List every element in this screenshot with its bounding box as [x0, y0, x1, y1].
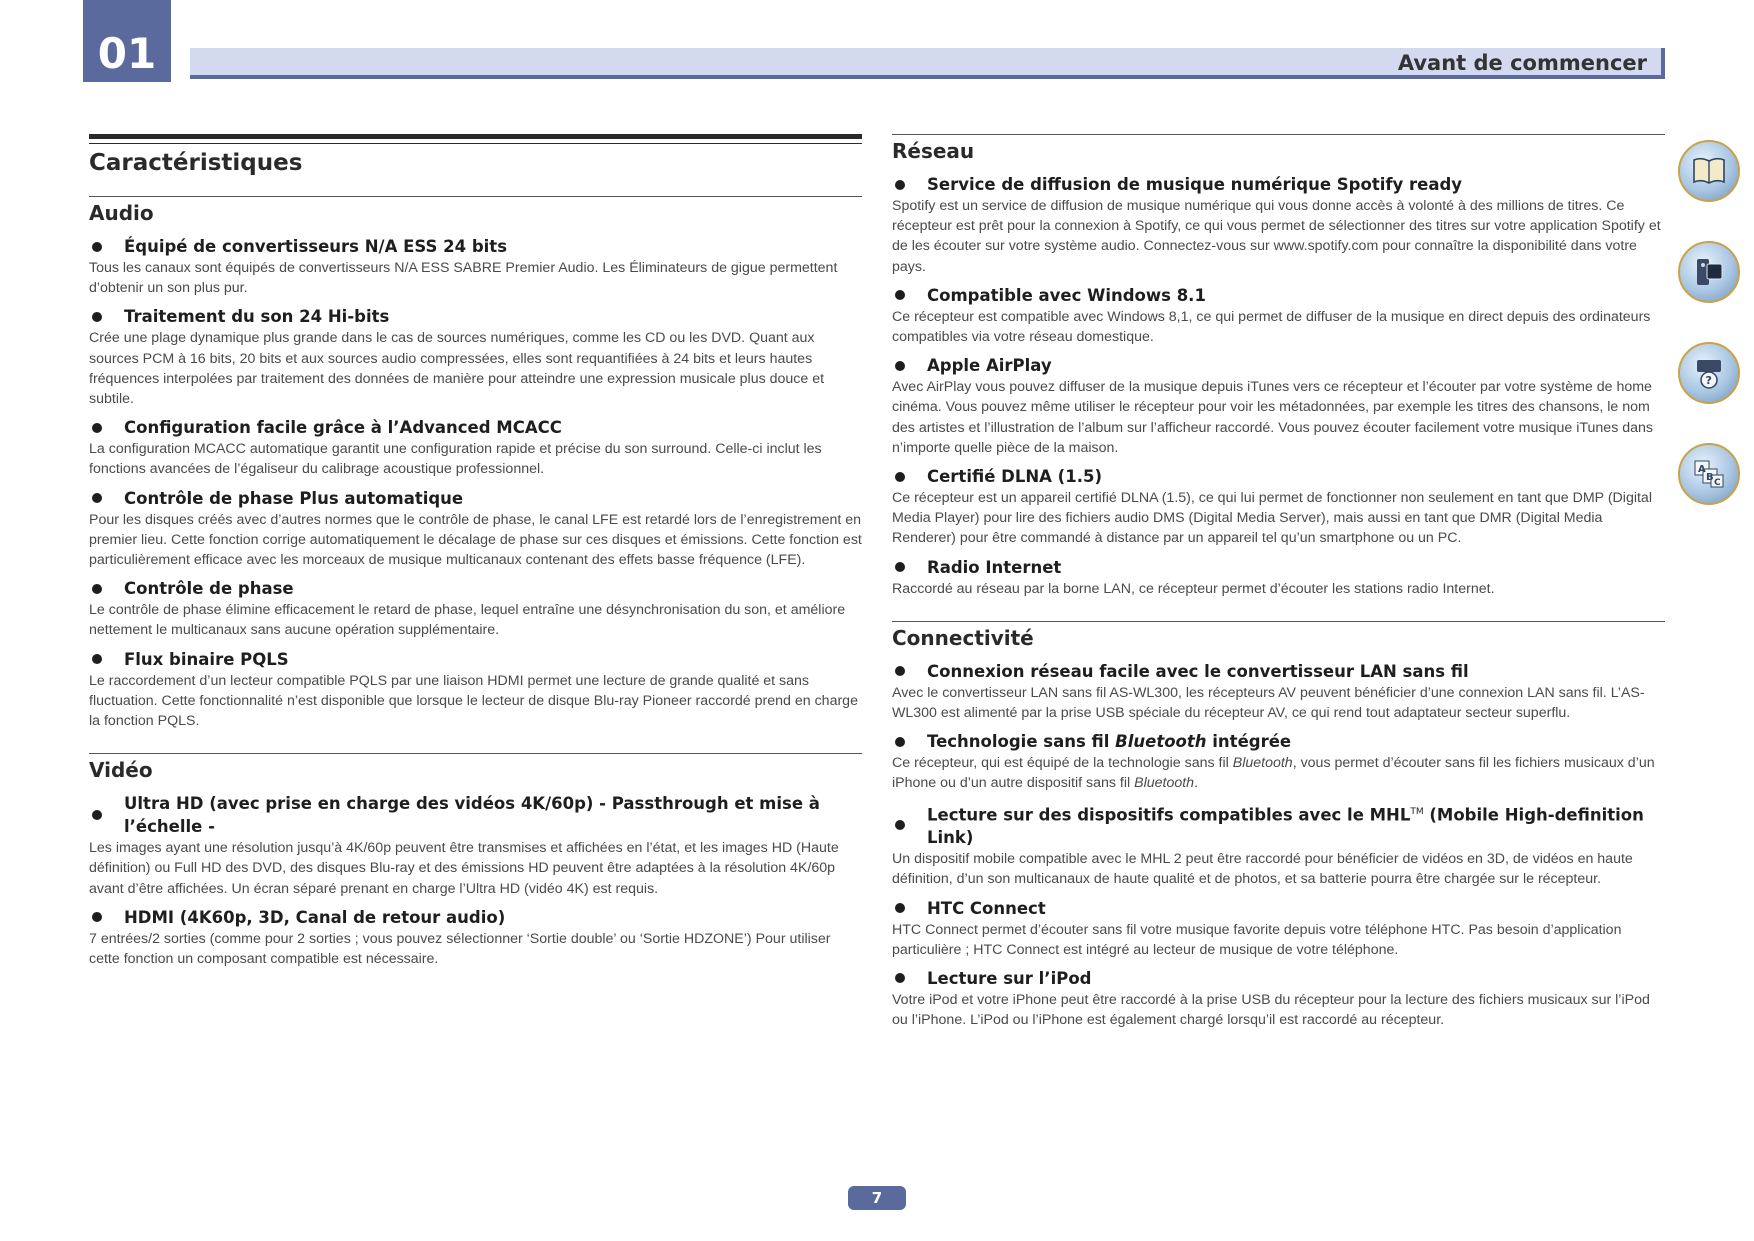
feature-title: Contrôle de phase [124, 579, 294, 599]
feature-body: Le contrôle de phase élimine efficacement le retard de phase, lequel entraîne une désynchronisation du son, et améliore nettement le multicanaux sans aucune opération supplémentaire. [89, 602, 846, 639]
feature-body: Ce récepteur, qui est équipé de la technologie sans fil Bluetooth, vous permet d’écouter sans fil les fichiers musicaux d’un iPhone ou d’un autre dispositif sans fil Bluetooth. [892, 755, 1655, 792]
bullet-icon [895, 361, 905, 371]
feature-title: Connexion réseau facile avec le convertisseur LAN sans fil [927, 661, 1469, 681]
book-icon[interactable] [1678, 140, 1740, 202]
abc-icon[interactable] [1678, 443, 1740, 505]
feature-title: Traitement du son 24 Hi-bits [124, 307, 390, 327]
feature-item [892, 801, 1665, 890]
header-title: Avant de commencer [1397, 51, 1647, 75]
page-number: 7 [848, 1186, 906, 1210]
page-title: Caractéristiques [89, 150, 303, 176]
right-column [892, 134, 1665, 1052]
feature-body: Crée une plage dynamique plus grande dans le cas de sources numériques, comme les CD ou les DVD. Quant aux sources PCM à 16 bits, 20 bits et aux sources audio compressées, elles sont requantifiées à 24 bits et leurs hautes fréquences interpolées par traitement des données de manière pour atteindre une expression musicale plus douce et subtile. [89, 330, 825, 408]
feature-title: Certifié DLNA (1.5) [927, 467, 1102, 487]
feature-body: Tous les canaux sont équipés de convertisseurs N/A ESS SABRE Premier Audio. Les Éliminateurs de gigue permettent d’obtenir un son plus pur. [89, 260, 838, 297]
bullet-icon [92, 654, 102, 664]
header-bar [190, 48, 1665, 79]
remote-icon[interactable] [1678, 241, 1740, 303]
feature-title: Lecture sur des dispositifs compatibles avec le MHL™ (Mobile High-definition Link) [927, 805, 1644, 848]
section-audio [89, 196, 862, 731]
feature-item [892, 284, 1665, 347]
section-heading: Réseau [892, 139, 975, 163]
bullet-icon [92, 912, 102, 922]
feature-body: Raccordé au réseau par la borne LAN, ce récepteur permet d’écouter les stations radio Internet. [892, 580, 1495, 597]
feature-item [892, 897, 1665, 960]
feature-item [89, 487, 862, 571]
feature-title: Service de diffusion de musique numérique Spotify ready [927, 175, 1463, 194]
bullet-icon [92, 810, 102, 820]
section-heading: Audio [89, 201, 154, 225]
side-navigation [1678, 140, 1740, 544]
feature-item [892, 465, 1665, 549]
feature-body: Les images ayant une résolution jusqu’à 4K/60p peuvent être transmises et affichées en l’état, et les images HD (Haute définition) ou Full HD des DVD, des disques Blu-ray et des émissions HD peuvent être adaptées à la résolution 4K/60p avant d’être affichées. Un écran séparé prenant en charge l’Ultra HD (vidéo 4K) est requis. [89, 840, 839, 897]
section-network [892, 134, 1665, 599]
feature-title: Flux binaire PQLS [124, 649, 289, 669]
bullet-icon [895, 737, 905, 747]
bullet-icon [92, 423, 102, 433]
feature-title: Ultra HD (avec prise en charge des vidéos 4K/60p) - Passthrough et mise à l’échelle - [124, 794, 820, 837]
feature-item [89, 577, 862, 640]
feature-body: Le raccordement d’un lecteur compatible PQLS par une liaison HDMI permet une lecture de grande qualité et sans fluctuation. Cette fonctionnalité n’est disponible que lorsque le lecteur de disque Blu-ray Pioneer raccordé prend en charge la fonction PQLS. [89, 672, 858, 730]
feature-body: Ce récepteur est un appareil certifié DLNA (1.5), ce qui lui permet de fonctionner non seulement en tant que DMP (Digital Media Player) pour lire des fichiers audio DMS (Digital Media Server), mais aussi en tant que DMR (Digital Media Renderer) pour être commandé à distance par un appareil tel qu’un smartphone ou un PC. [892, 490, 1652, 547]
bullet-icon [92, 584, 102, 594]
main-title-block [89, 134, 862, 176]
feature-item [89, 416, 862, 479]
bullet-icon [92, 493, 102, 503]
feature-body: HTC Connect permet d’écouter sans fil votre musique favorite depuis votre téléphone HTC. Pas besoin d’application particulière ; HTC Connect est intégré au lecteur de musique de votre téléphone. [892, 921, 1622, 958]
feature-title: Apple AirPlay [927, 356, 1052, 376]
feature-item [892, 556, 1665, 599]
svg-text:?: ? [1705, 374, 1712, 387]
svg-text:B: B [1706, 472, 1714, 483]
bullet-icon [92, 242, 102, 252]
help-icon[interactable] [1678, 342, 1740, 404]
feature-item [89, 235, 862, 298]
feature-title: Équipé de convertisseurs N/A ESS 24 bits [124, 237, 508, 256]
bullet-icon [895, 472, 905, 482]
feature-item [89, 648, 862, 732]
feature-item [89, 906, 862, 969]
section-video [89, 753, 862, 969]
bullet-icon [895, 562, 905, 572]
feature-title: Compatible avec Windows 8.1 [927, 285, 1206, 305]
bullet-icon [92, 312, 102, 322]
feature-body: Avec AirPlay vous pouvez diffuser de la musique depuis iTunes vers ce récepteur et l’écouter par votre système de home cinéma. Vous pouvez même utiliser le récepteur pour voir les métadonnées, par exemple les titres des chansons, le nom des artistes et l’illustration de l’album sur l’afficheur raccordé. Vous pouvez écouter facilement votre musique iTunes dans n’importe quelle pièce de la maison. [892, 379, 1653, 456]
left-column [89, 134, 862, 991]
svg-text:A: A [1698, 464, 1706, 475]
bullet-icon [895, 903, 905, 913]
feature-title: Contrôle de phase Plus automatique [124, 488, 464, 508]
section-heading: Vidéo [89, 758, 153, 783]
feature-item [89, 305, 862, 409]
feature-body: Ce récepteur est compatible avec Windows 8,1, ce qui permet de diffuser de la musique en direct depuis des ordinateurs compatibles via votre réseau domestique. [892, 308, 1651, 346]
bullet-icon [895, 290, 905, 300]
feature-title: Radio Internet [927, 557, 1062, 577]
svg-text:C: C [1714, 478, 1721, 488]
feature-body: Avec le convertisseur LAN sans fil AS-WL300, les récepteurs AV peuvent bénéficier d’une connexion LAN sans fil. L’AS-WL300 est alimenté par la prise USB spéciale du récepteur AV, ce qui rend tout adaptateur secteur superflu. [892, 684, 1645, 722]
feature-item [892, 967, 1665, 1030]
feature-body: 7 entrées/2 sorties (comme pour 2 sorties ; vous pouvez sélectionner ‘Sortie double’ ou ‘Sortie HDZONE’) Pour utiliser cette fonction un composant compatible est nécessaire. [89, 930, 831, 968]
feature-body: Votre iPod et votre iPhone peut être raccordé à la prise USB du récepteur pour la lecture des fichiers musicaux sur l’iPod ou l’iPhone. L’iPod ou l’iPhone est également chargé lorsqu’il est raccordé au récepteur. [892, 991, 1650, 1029]
feature-item [892, 660, 1665, 723]
section-connectivity [892, 621, 1665, 1031]
chapter-number: 01 [83, 0, 171, 82]
feature-item [89, 792, 862, 899]
feature-body: Pour les disques créés avec d’autres normes que le contrôle de phase, le canal LFE est retardé lors de l’enregistrement en premier lieu. Cette fonction corrige automatiquement le décalage de phase sur ces disques et émissions. Cette fonction est particulièrement efficace avec les morceaux de musique multicanaux contenant des effets basse fréquence (LFE). [89, 511, 862, 569]
feature-title: HDMI (4K60p, 3D, Canal de retour audio) [124, 907, 506, 927]
bullet-icon [895, 180, 905, 190]
feature-title: Lecture sur l’iPod [927, 968, 1092, 988]
feature-item [892, 173, 1665, 277]
feature-body: Spotify est un service de diffusion de musique numérique qui vous donne accès à volonté à des millions de titres. Ce récepteur est prêt pour la connexion à Spotify, ce qui vous permet de sélectionner des titres sur votre application Spotify et de les écouter sur votre système audio. Connectez-vous sur www.spotify.com pour connaître la disponibilité dans votre pays. [892, 198, 1661, 275]
feature-body: Un dispositif mobile compatible avec le MHL 2 peut être raccordé pour bénéficier de vidéos en 3D, de vidéos en haute définition, d’un son multicanaux de haute qualité et de photos, et sa batterie pourra être chargée sur le récepteur. [892, 851, 1633, 888]
feature-title: HTC Connect [927, 898, 1046, 918]
bullet-icon [895, 820, 905, 830]
bullet-icon [895, 973, 905, 983]
feature-item [892, 730, 1665, 793]
feature-body: La configuration MCACC automatique garantit une configuration rapide et précise du son surround. Celle-ci inclut les fonctions avancées de l’égaliseur du calibrage acoustique professionnel. [89, 441, 822, 478]
feature-title: Configuration facile grâce à l’Advanced MCACC [124, 418, 562, 438]
bullet-icon [895, 666, 905, 676]
feature-item [892, 354, 1665, 458]
section-heading: Connectivité [892, 625, 1034, 650]
feature-title: Technologie sans fil Bluetooth intégrée [927, 732, 1292, 752]
